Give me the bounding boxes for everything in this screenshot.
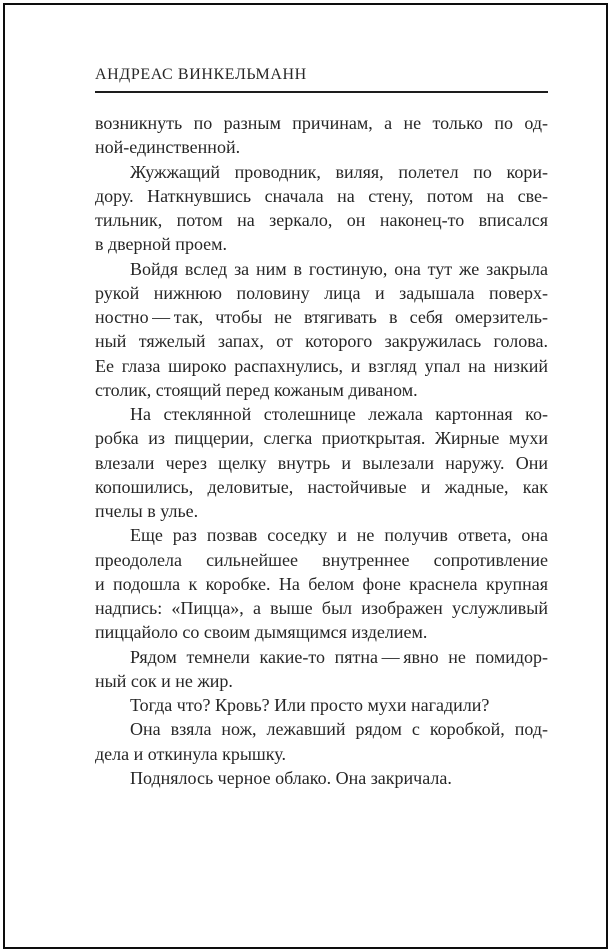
paragraph xyxy=(95,645,548,694)
text-line: влезали через щелку внутрь и вылезали наружу. Они xyxy=(95,452,548,473)
text-line: пчелы в улье. xyxy=(95,501,199,521)
text-line: Еще раз позвав соседку и не получив ответа, она xyxy=(130,525,548,546)
text-line: Жужжащий проводник, виляя, полетел по кори- xyxy=(130,161,548,182)
text-line: столик, стоящий перед кожаным диваном. xyxy=(95,379,418,400)
paragraph xyxy=(95,402,548,523)
paragraph xyxy=(95,111,548,160)
text-line: тильник, потом на зеркало, он наконец-то вписался xyxy=(95,210,548,230)
paragraph xyxy=(95,766,548,790)
paragraph xyxy=(95,717,548,766)
text-line: возникнуть по разным причинам, а не только по од- xyxy=(95,113,548,133)
text-line: рукой нижнюю половину лица и задышала поверх- xyxy=(95,282,548,303)
text-line: Тогда что? Кровь? Или просто мухи нагадили? xyxy=(130,695,490,715)
text-line: ностно — так, чтобы не втягивать в себя омерзитель- xyxy=(95,307,548,327)
text-line: На стеклянной столешнице лежала картонная ко- xyxy=(130,404,548,424)
text-line: надпись: «Пицца», а выше был изображен услужливый xyxy=(95,598,548,618)
text-line: Она взяла нож, лежавший рядом с коробкой, под- xyxy=(130,719,548,740)
text-line: пиццайоло со своим дымящимся изделием. xyxy=(95,622,428,643)
paragraph xyxy=(95,523,548,644)
text-line: и подошла к коробке. На белом фоне краснела крупная xyxy=(95,573,548,594)
text-line: дору. Наткнувшись сначала на стену, потом на све- xyxy=(95,185,548,206)
text-line: в дверной проем. xyxy=(95,234,228,255)
text-line: робка из пиццерии, слегка приоткрытая. Жирные мухи xyxy=(95,428,548,449)
text-line: преодолела сильнейшее внутреннее сопротивление xyxy=(95,549,548,570)
paragraph xyxy=(95,693,548,717)
text-line: копошились, деловитые, настойчивые и жадные, как xyxy=(95,476,548,497)
paragraph xyxy=(95,257,548,403)
text-line: Ее глаза широко распахнулись, и взгляд упал на низкий xyxy=(95,355,548,376)
text-line: ный тяжелый запах, от которого закружилась голова. xyxy=(95,331,548,352)
text-line: Поднялось черное облако. Она закричала. xyxy=(130,767,452,788)
text-line: ный сок и не жир. xyxy=(95,670,233,691)
text-line: Рядом темнели какие-то пятна — явно не помидор- xyxy=(130,646,548,667)
paragraph xyxy=(95,160,548,257)
text-line: дела и откинула крышку. xyxy=(95,743,286,764)
running-header-author: АНДРЕАС ВИНКЕЛЬМАНН xyxy=(95,67,548,93)
page-body xyxy=(95,111,548,790)
text-line: Войдя вслед за ним в гостиную, она тут же закрыла xyxy=(130,258,548,279)
text-line: ной-единственной. xyxy=(95,137,241,158)
